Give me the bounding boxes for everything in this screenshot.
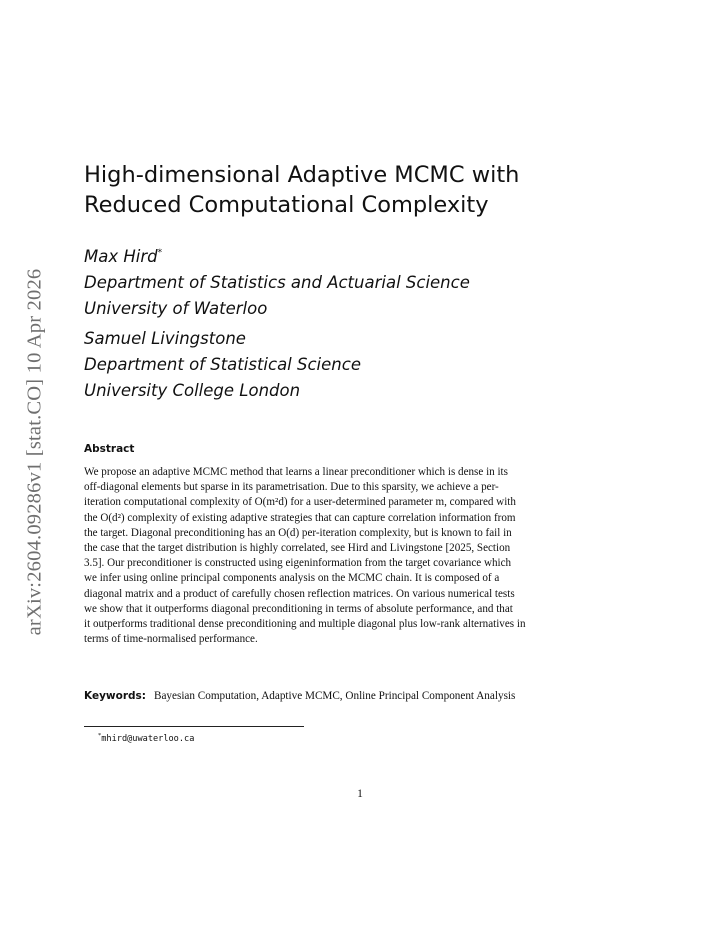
abstract-line: terms of time-normalised performance. bbox=[84, 633, 258, 646]
author-name: Samuel Livingstone bbox=[84, 329, 246, 348]
author-block-1 bbox=[84, 240, 644, 322]
author-institution: University College London bbox=[84, 381, 301, 400]
abstract-line: it outperforms traditional dense preconditioning and multiple diagonal plus low-rank alternatives in bbox=[84, 618, 526, 631]
keywords-label: Keywords: bbox=[84, 690, 146, 702]
footnote-mark: * bbox=[98, 732, 102, 739]
page-number: 1 bbox=[357, 788, 363, 800]
abstract-heading: Abstract bbox=[84, 443, 135, 455]
abstract-line: off-diagonal elements but sparse in its parametrisation. Due to this sparsity, we achieve a per- bbox=[84, 481, 499, 494]
footnote-rule bbox=[84, 726, 304, 727]
keywords bbox=[84, 690, 515, 702]
author-institution: University of Waterloo bbox=[84, 299, 268, 318]
author-name-line bbox=[84, 240, 644, 270]
abstract-line: 3.5]. Our preconditioner is constructed using eigeninformation from the target covariance which bbox=[84, 557, 512, 570]
author-name: Max Hird bbox=[84, 247, 158, 266]
abstract-line: we show that it outperforms diagonal preconditioning in terms of absolute performance, and that bbox=[84, 602, 513, 615]
abstract-line: the target. Diagonal preconditioning has an O(d) per-iteration complexity, but is known to fail in bbox=[84, 526, 512, 539]
abstract-line: the O(d²) complexity of existing adaptive strategies that can capture correlation information from bbox=[84, 511, 516, 524]
abstract-body bbox=[84, 465, 636, 647]
abstract-line: diagonal matrix and a product of carefully chosen reflection matrices. On various numerical tests bbox=[84, 587, 515, 600]
paper-title-line: High-dimensional Adaptive MCMC with bbox=[84, 162, 520, 188]
abstract-line: We propose an adaptive MCMC method that learns a linear preconditioner which is dense in its bbox=[84, 466, 508, 478]
author-department: Department of Statistics and Actuarial Science bbox=[84, 273, 470, 292]
arxiv-sidebar bbox=[20, 252, 50, 652]
paper-title-line: Reduced Computational Complexity bbox=[84, 192, 489, 218]
paper-title bbox=[84, 160, 644, 220]
abstract-line: iteration computational complexity of O(m²d) for a user-determined parameter m, compared with bbox=[84, 496, 516, 509]
arxiv-identifier: arXiv:2604.09286v1 [stat.CO] 10 Apr 2026 bbox=[23, 268, 46, 636]
abstract-line: we infer using online principal components analysis on the MCMC chain. It is composed of a bbox=[84, 572, 500, 585]
keywords-text: Bayesian Computation, Adaptive MCMC, Online Principal Component Analysis bbox=[153, 690, 516, 702]
author-department: Department of Statistical Science bbox=[84, 355, 361, 374]
author-email: mhird@uwaterloo.ca bbox=[101, 734, 195, 744]
footnote-marker: * bbox=[157, 248, 163, 258]
author-block-2 bbox=[84, 326, 644, 404]
abstract-line: the case that the target distribution is highly correlated, see Hird and Livingstone [2025, Section bbox=[84, 542, 511, 555]
footnote bbox=[98, 732, 194, 744]
